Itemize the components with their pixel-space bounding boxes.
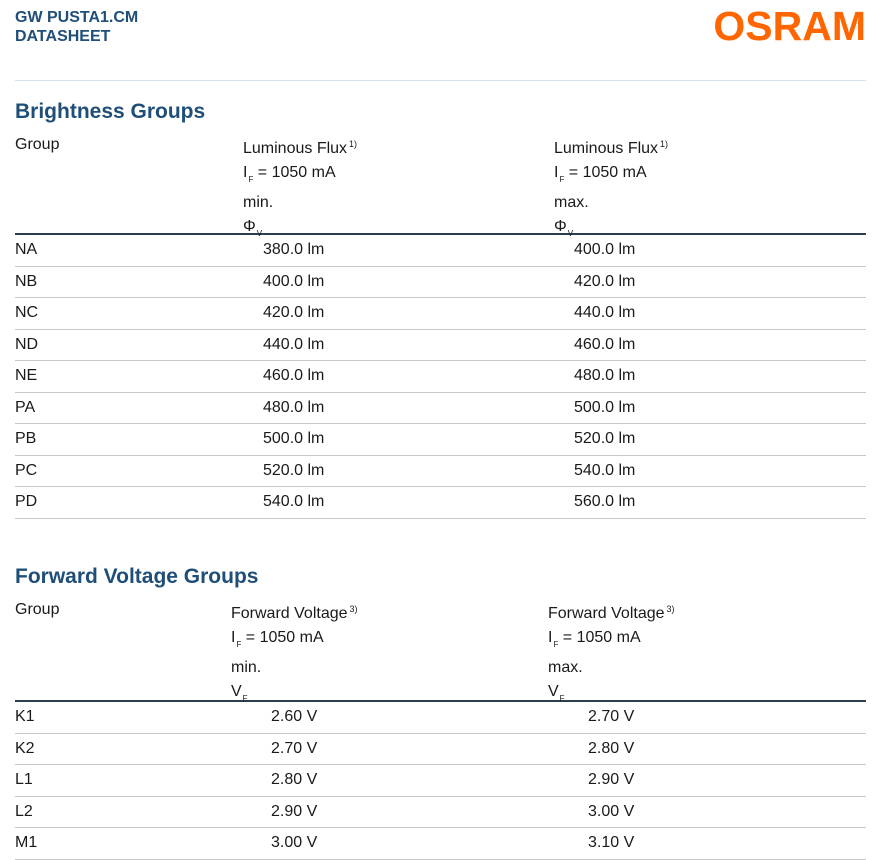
col-header-group: Group — [15, 136, 60, 153]
table-row: L1 2.80 V 2.90 V — [15, 765, 866, 797]
osram-logo: OSRAM — [713, 3, 866, 49]
table-row: PC 520.0 lm 540.0 lm — [15, 456, 866, 488]
table-header — [15, 133, 866, 238]
table-row: L2 2.90 V 3.00 V — [15, 797, 866, 829]
col-header-min: Forward Voltage $^{3)}$ $I_F = 1050$ mA min. $V_F$ — [231, 604, 358, 703]
col-header-min: Luminous Flux $^{1)}$ $I_F = 1050$ mA min. $\Phi_V$ — [243, 139, 358, 238]
table-row: PA 480.0 lm 500.0 lm — [15, 393, 866, 425]
table-row: NE 460.0 lm 480.0 lm — [15, 361, 866, 393]
section-title: Brightness Groups — [15, 100, 206, 123]
table-row: K1 2.60 V 2.70 V — [15, 702, 866, 734]
col-header-max: Forward Voltage $^{3)}$ $I_F = 1050$ mA max. $V_F$ — [548, 604, 675, 703]
section-title: Forward Voltage Groups — [15, 565, 259, 588]
forward-voltage-groups-section — [15, 564, 866, 860]
document-type: DATASHEET — [15, 28, 111, 45]
table-row: ND 440.0 lm 460.0 lm — [15, 330, 866, 362]
table-row: K2 2.70 V 2.80 V — [15, 734, 866, 766]
table-row: M1 3.00 V 3.10 V — [15, 828, 866, 860]
document-header — [15, 8, 138, 46]
table-row: PD 540.0 lm 560.0 lm — [15, 487, 866, 519]
table-row: NC 420.0 lm 440.0 lm — [15, 298, 866, 330]
table-body — [15, 235, 866, 519]
table-header — [15, 598, 866, 702]
table-row: NA 380.0 lm 400.0 lm — [15, 235, 866, 267]
product-name: GW PUSTA1.CM — [15, 9, 139, 26]
table-row: NB 400.0 lm 420.0 lm — [15, 267, 866, 299]
col-header-group: Group — [15, 601, 60, 618]
col-header-max: Luminous Flux $^{1)}$ $I_F = 1050$ mA max. $\Phi_V$ — [554, 139, 669, 238]
table-body — [15, 702, 866, 860]
header-divider — [15, 80, 866, 81]
brightness-groups-section — [15, 99, 866, 519]
table-row: PB 500.0 lm 520.0 lm — [15, 424, 866, 456]
